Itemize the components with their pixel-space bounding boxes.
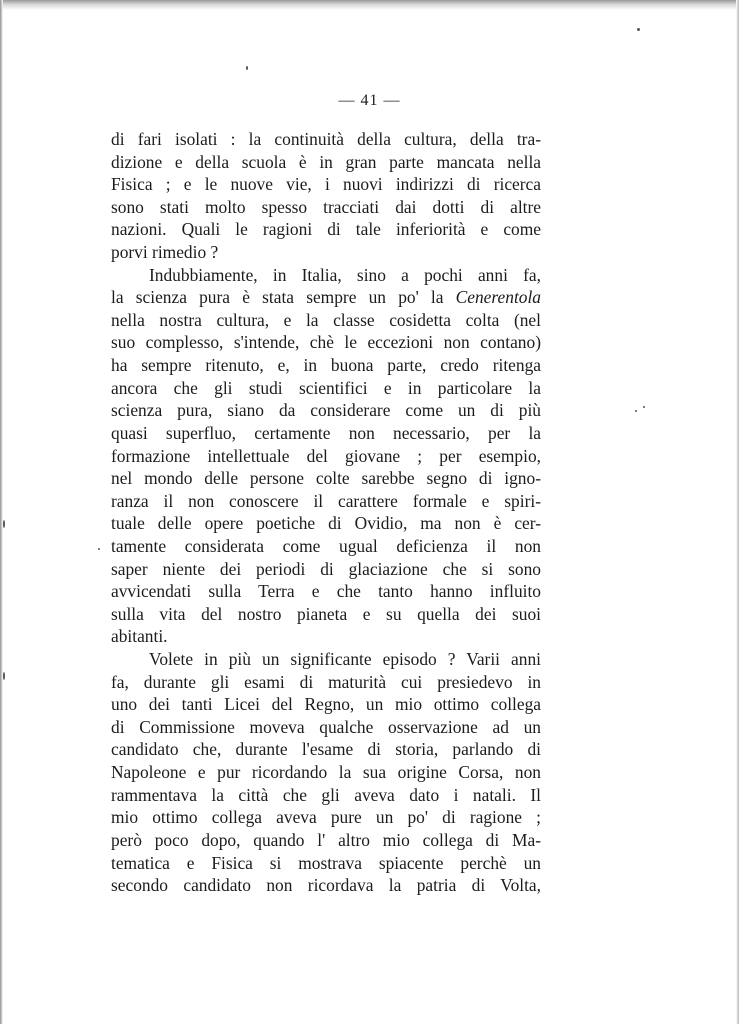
page-top-edge [0, 0, 739, 10]
text-line: sulla vita del nostro pianeta e su quella dei suoi [111, 603, 541, 624]
speck [643, 406, 645, 408]
speck [637, 28, 640, 31]
italic-word: Cenerentola [455, 287, 541, 308]
text-line: nel mondo delle persone colte sarebbe segno di igno- [111, 468, 541, 489]
text-line: di Commissione moveva qualche osservazione ad un [111, 716, 541, 737]
text-line: però poco dopo, quando l' altro mio collega di Ma- [111, 829, 541, 850]
text-line: fa, durante gli esami di maturità cui presiedevo in [111, 671, 541, 692]
text-line: porvi rimedio ? [111, 242, 219, 263]
text-line: scienza pura, siano da considerare come un di più [111, 400, 541, 421]
text-line: tematica e Fisica si mostrava spiacente perchè un [111, 852, 541, 873]
page-left-edge [0, 0, 3, 1024]
text-line: abitanti. [111, 626, 168, 647]
text-line: Volete in più un significante episodo ? Varii anni [149, 649, 541, 670]
text-line: Fisica ; e le nuove vie, i nuovi indirizzi di ricerca [111, 174, 541, 195]
text-line: mio ottimo collega aveva pure un po' di ragione ; [111, 807, 541, 828]
text-line: ranza il non conoscere il carattere formale e spiri- [111, 490, 541, 511]
text-line: ha sempre ritenuto, e, in buona parte, credo ritenga [111, 355, 541, 376]
text-line: di fari isolati : la continuità della cultura, della tra- [111, 129, 541, 149]
text-line: nella nostra cultura, e la classe cosidetta colta (nel [111, 309, 541, 330]
speck [246, 66, 248, 70]
text-line: quasi superfluo, certamente non necessario, per la [111, 422, 541, 443]
text-line: avvicendati sulla Terra e che tanto hanno influito [111, 581, 541, 602]
speck [3, 672, 5, 680]
text-line: Indubbiamente, in Italia, sino a pochi anni fa, [149, 264, 541, 285]
page-number: — 41 — [338, 92, 401, 109]
text-line: saper niente dei periodi di glaciazione che si sono [111, 558, 541, 579]
text-line: la scienza pura è stata sempre un po' la Cenerentola [111, 287, 541, 308]
text-line: rammentava la città che gli aveva dato i natali. Il [111, 784, 541, 805]
speck [3, 520, 5, 528]
text-line: Napoleone e pur ricordando la sua origine Corsa, non [111, 762, 541, 783]
text-line: ancora che gli studi scientifici e in particolare la [111, 377, 541, 398]
speck [98, 548, 100, 550]
text-line: dizione e della scuola è in gran parte mancata nella [111, 151, 541, 172]
text-line: nazioni. Quali le ragioni di tale inferiorità e come [111, 219, 541, 240]
text-line: candidato che, durante l'esame di storia, parlando di [111, 739, 541, 760]
text-line: secondo candidato non ricordava la patria di Volta, [111, 875, 541, 896]
text-line: tamente considerata come ugual deficienza il non [111, 535, 541, 556]
text-line: tuale delle opere poetiche di Ovidio, ma non è cer- [111, 513, 541, 534]
text-line: suo complesso, s'intende, chè le eccezioni non contano) [111, 332, 541, 353]
text-line: formazione intellettuale del giovane ; per esempio, [111, 445, 541, 466]
speck [635, 410, 637, 412]
text-line: sono stati molto spesso tracciati dai dotti di altre [111, 196, 541, 217]
body-text [111, 128, 541, 897]
text-line: uno dei tanti Licei del Regno, un mio ottimo collega [111, 694, 541, 715]
